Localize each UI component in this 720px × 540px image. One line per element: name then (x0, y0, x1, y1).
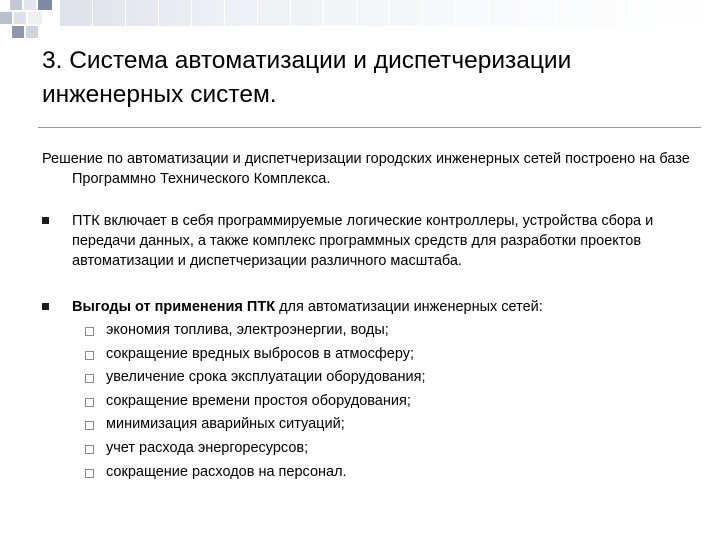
list-item-text: сокращение расходов на персонал. (106, 463, 347, 480)
benefits-list (84, 319, 684, 484)
list-item (84, 366, 684, 390)
decor-square (10, 0, 22, 10)
hollow-square-icon (85, 351, 94, 360)
bullet-text: ПТК включает в себя программируемые логические контроллеры, устройства сбора и передачи данных, а также комплекс программных средств для разработки проектов автоматизации и диспетчеризации различного масштаба. (72, 213, 654, 269)
list-item-text: минимизация аварийных ситуаций; (106, 416, 345, 433)
decor-square (0, 12, 12, 24)
bullet-text (72, 297, 702, 317)
hollow-square-icon (85, 374, 94, 383)
header-strip (60, 0, 720, 26)
decor-square (24, 0, 36, 10)
bullet-bold-text: Выгоды от применения ПТК (72, 299, 276, 315)
list-item-text: учет расхода энергоресурсов; (106, 439, 309, 456)
bullet-rest-text: для автоматизации инженерных сетей: (275, 299, 543, 315)
list-item (84, 319, 684, 343)
square-bullet-icon (42, 303, 49, 310)
slide-title: 3. Система автоматизации и диспетчеризации инженерных систем. (42, 47, 572, 108)
list-item-text: увеличение срока эксплуатации оборудования; (106, 369, 426, 386)
title-divider (38, 127, 701, 128)
list-item (84, 343, 684, 367)
hollow-square-icon (85, 398, 94, 407)
decor-square (14, 12, 26, 24)
list-item (84, 461, 684, 485)
decor-square (12, 26, 24, 38)
list-item (84, 413, 684, 437)
list-item (84, 437, 684, 461)
hollow-square-icon (85, 469, 94, 478)
list-item (84, 390, 684, 414)
hollow-square-icon (85, 445, 94, 454)
list-item-text: сокращение вредных выбросов в атмосферу; (106, 345, 415, 362)
list-item-text: экономия топлива, электроэнергии, воды; (106, 322, 389, 338)
decor-square (26, 26, 38, 38)
square-bullet-icon (42, 217, 49, 224)
hollow-square-icon (85, 327, 94, 336)
list-item-text: сокращение времени простоя оборудования; (106, 392, 411, 409)
decor-square (28, 12, 42, 24)
hollow-square-icon (85, 421, 94, 430)
decor-square (38, 0, 52, 10)
corner-decoration (0, 0, 60, 48)
intro-paragraph: Решение по автоматизации и диспетчеризации городских инженерных сетей построено на базе Программно Технического Комплекса. (42, 151, 690, 187)
